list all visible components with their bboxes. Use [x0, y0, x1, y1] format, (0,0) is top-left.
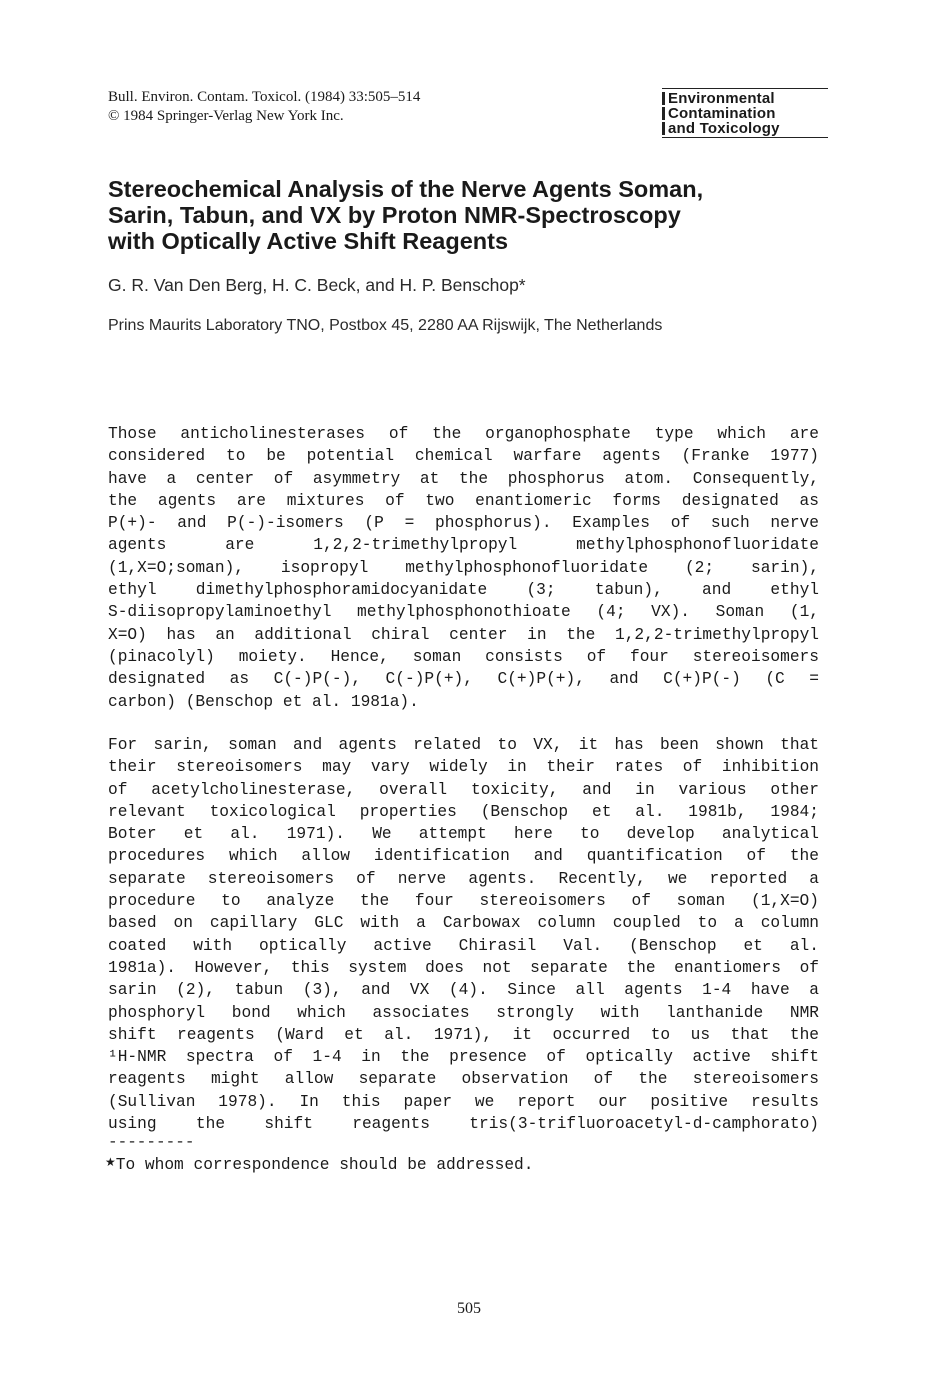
- text-line: 1981a). However, this system does not separate the enantiomers of: [108, 958, 819, 977]
- article-title: [108, 176, 828, 254]
- authors: G. R. Van Den Berg, H. C. Beck, and H. P. Benschop*: [108, 275, 526, 295]
- logo-row: [662, 106, 828, 121]
- text-line: X=O) has an additional chiral center in the 1,2,2-trimethylpropyl: [108, 625, 819, 644]
- body-paragraph-1: [108, 423, 819, 713]
- text-line: ethyl dimethylphosphoramidocyanidate (3; tabun), and ethyl: [108, 581, 819, 600]
- text-line: ¹H-NMR spectra of 1-4 in the presence of optically active shift: [108, 1048, 819, 1067]
- footnote-text: To whom correspondence should be addressed.: [115, 1156, 534, 1174]
- logo-bar: [662, 107, 665, 120]
- text-line: reagents might allow separate observation of the stereoisomers: [108, 1070, 819, 1089]
- page-number: 505: [457, 1300, 481, 1317]
- citation-line: Bull. Environ. Contam. Toxicol. (1984) 33:505–514: [108, 89, 421, 105]
- logo-row: [662, 121, 828, 136]
- text-line: based on capillary GLC with a Carbowax column coupled to a column: [108, 914, 819, 933]
- logo-rule-top: [662, 88, 828, 89]
- body-paragraph-2: [108, 734, 819, 1135]
- text-line: Those anticholinesterases of the organophosphate type which are: [108, 425, 819, 443]
- text-line: P(+)- and P(-)-isomers (P = phosphorus). Examples of such nerve: [108, 514, 819, 533]
- text-line: coated with optically active Chirasil Val. (Benschop et al.: [108, 936, 819, 955]
- citation-block: [108, 88, 420, 126]
- text-line: procedure to analyze the four stereoisomers of soman (1,X=O): [108, 892, 819, 911]
- footnote-separator: ---------: [108, 1133, 195, 1151]
- text-line: designated as C(-)P(-), C(-)P(+), C(+)P(+), and C(+)P(-) (C =: [108, 670, 819, 689]
- text-line: S-diisopropylaminoethyl methylphosphonothioate (4; VX). Soman (1,: [108, 603, 819, 622]
- text-line: (pinacolyl) moiety. Hence, soman consists of four stereoisomers: [108, 647, 819, 666]
- text-line: separate stereoisomers of nerve agents. Recently, we reported a: [108, 869, 819, 888]
- text-line: (Sullivan 1978). In this paper we report our positive results: [108, 1092, 819, 1111]
- text-line: sarin (2), tabun (3), and VX (4). Since all agents 1-4 have a: [108, 981, 819, 1000]
- text-line: considered to be potential chemical warfare agents (Franke 1977): [108, 447, 819, 466]
- logo-word: and Toxicology: [668, 120, 780, 137]
- journal-logo: [662, 88, 828, 138]
- text-line: Boter et al. 1971). We attempt here to develop analytical: [108, 825, 819, 844]
- copyright-line: © 1984 Springer-Verlag New York Inc.: [108, 108, 344, 124]
- title-line: Sarin, Tabun, and VX by Proton NMR-Spectroscopy: [108, 202, 681, 228]
- text-line: relevant toxicological properties (Benschop et al. 1981b, 1984;: [108, 802, 819, 821]
- logo-row: [662, 91, 828, 106]
- text-line: using the shift reagents tris(3-trifluoroacetyl-d-camphorato): [108, 1115, 819, 1134]
- text-line: shift reagents (Ward et al. 1971), it occurred to us that the: [108, 1025, 819, 1044]
- logo-word: Environmental: [668, 90, 775, 107]
- logo-bar: [662, 92, 665, 105]
- text-line: (1,X=O;soman), isopropyl methylphosphonofluoridate (2; sarin),: [108, 558, 819, 577]
- text-line: have a center of asymmetry at the phosphorus atom. Consequently,: [108, 469, 819, 488]
- text-line: phosphoryl bond which associates strongly with lanthanide NMR: [108, 1003, 819, 1022]
- logo-rule-bottom: [662, 137, 828, 138]
- affiliation: Prins Maurits Laboratory TNO, Postbox 45, 2280 AA Rijswijk, The Netherlands: [108, 317, 663, 334]
- text-line: of acetylcholinesterase, overall toxicity, and in various other: [108, 780, 819, 799]
- text-line: carbon) (Benschop et al. 1981a).: [108, 692, 419, 711]
- footnote: [105, 1155, 533, 1174]
- text-line: For sarin, soman and agents related to VX, it has been shown that: [108, 736, 819, 754]
- text-line: procedures which allow identification and quantification of the: [108, 847, 819, 866]
- text-line: the agents are mixtures of two enantiomeric forms designated as: [108, 491, 819, 510]
- text-line: their stereoisomers may vary widely in their rates of inhibition: [108, 758, 819, 777]
- text-line: agents are 1,2,2-trimethylpropyl methylphosphonofluoridate: [108, 536, 819, 555]
- logo-word: Contamination: [668, 105, 776, 122]
- logo-bar: [662, 122, 665, 135]
- title-line: with Optically Active Shift Reagents: [108, 228, 509, 254]
- footnote-star-icon: ★: [105, 1155, 116, 1169]
- title-line: Stereochemical Analysis of the Nerve Agents Soman,: [108, 176, 704, 202]
